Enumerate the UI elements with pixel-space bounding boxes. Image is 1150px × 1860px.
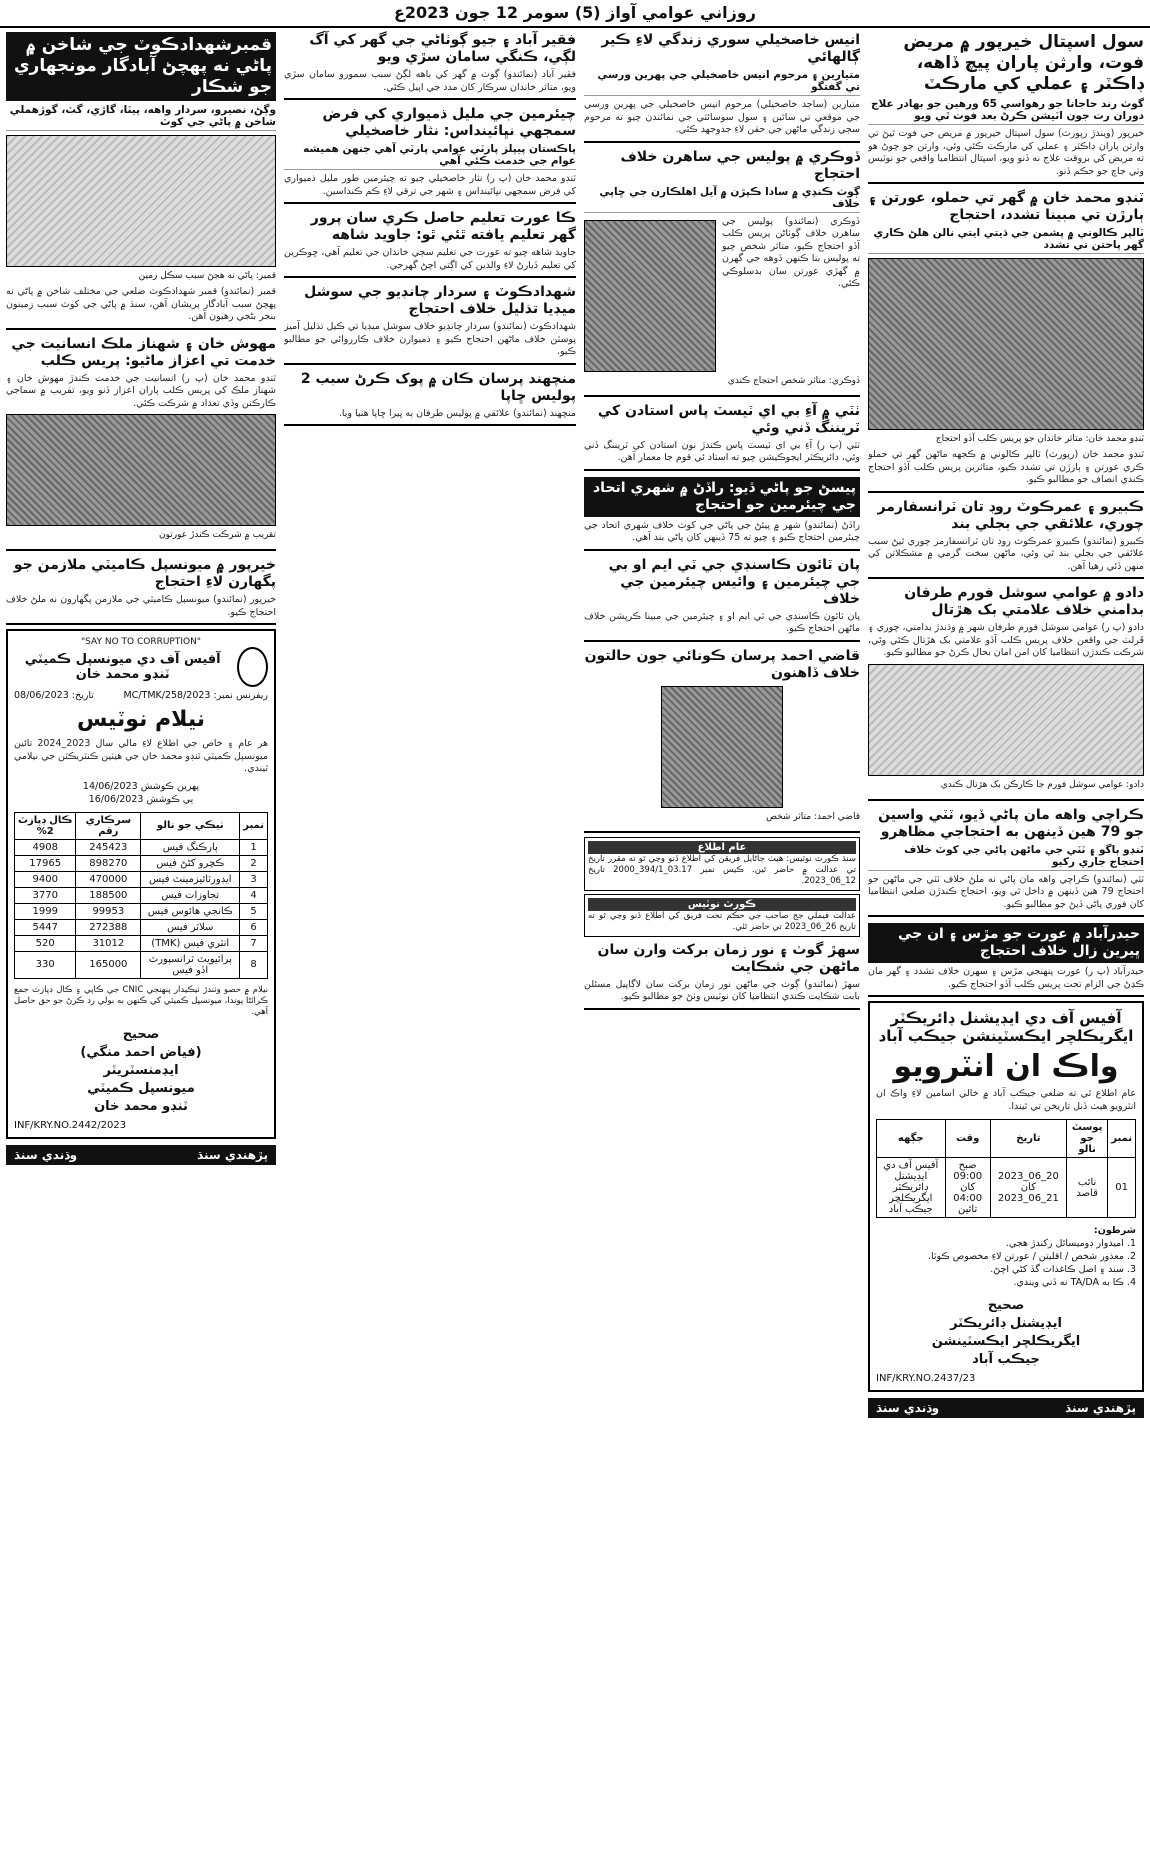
article-khairpur-employees: [6, 555, 276, 625]
table-row: [15, 855, 268, 871]
article-khairpur-hospital: [868, 30, 1144, 184]
table-cell: 8: [240, 951, 268, 978]
condition-item: 3. سند ۽ اصل ڪاغذات گڏ کڻي اچڻ.: [990, 1264, 1136, 1275]
table-cell: 20_06_2023 کان 21_06_2023: [990, 1158, 1066, 1218]
condition-item: 4. ڪا به TA/DA نه ڏني ويندي.: [1013, 1277, 1136, 1288]
table-row: [877, 1158, 1136, 1218]
article-qazi-ahmed: [584, 646, 860, 833]
table-cell: تجاوزات فيس: [141, 887, 240, 903]
article-body: ڪبيرو (نمائندو) ڪبيرو عمرڪوٽ روڊ تان ٽرانسفارمر چوري ٿيڻ سبب علائقي جي بجلي بند ٿي وئي، ماڻهن سخت گرمي ۾ مشڪلاتن کي منهن ڏئي رهيا آهن.: [868, 535, 1144, 572]
article-qambar-water: [6, 30, 276, 330]
condition-item: 1. اميدوار ڊوميسائل رکندڙ هجي.: [1005, 1238, 1136, 1249]
table-row: [15, 871, 268, 887]
notice-header: [14, 647, 268, 687]
table-row: [15, 887, 268, 903]
article-dadu-hunger-strike: [868, 583, 1144, 801]
notice-body: عام اطلاع ٿي ته ضلعي جيڪب آباد ۾ خالي اسامين لاءِ واڪ ان انٽرويو هيٺ ڏنل تاريخن تي ٿيندا.: [876, 1088, 1136, 1112]
table-row: [15, 951, 268, 978]
table-header: تاريخ: [990, 1120, 1066, 1158]
table-header: ٺيڪي جو نالو: [141, 812, 240, 839]
auction-dates: [14, 780, 268, 806]
table-cell: 3: [240, 871, 268, 887]
photo-caption: تقريب ۾ شرڪت ڪندڙ عورتون: [159, 530, 276, 540]
footer-slogan-bar: [6, 1145, 276, 1165]
table-cell: 5: [240, 903, 268, 919]
footer-left-text: وڌندي سنڌ: [876, 1401, 940, 1415]
article-body: دادو (پ ر) عوامي سوشل فورم طرفان شهر ۾ وڌندڙ بدامني، چوري ۽ ڦرلٽ جي واقعن خلاف پريس ڪلب آڏو علامتي بک هڙتال ڪئي وئي، شرڪت ڪندڙن انتظاميا کان امن امان بحال ڪرڻ جو مطالبو ڪيو.: [868, 622, 1144, 658]
article-body: حيدرآباد (پ ر) عورت پنهنجي مڙس ۽ سهرن خلاف تشدد ۽ گهر مان ڪڍڻ جي الزام تحت پريس ڪلب آڏو احتجاج ڪيو.: [868, 966, 1144, 990]
article-shahdadkot-protest: [284, 282, 576, 365]
column-3: [284, 30, 576, 1854]
table-header: نمبر: [1108, 1120, 1136, 1158]
table-cell: پرائيويٽ ٽرانسپورٽ اڏو فيس: [141, 951, 240, 978]
table-cell: 1: [240, 839, 268, 855]
column-1: [868, 30, 1144, 1854]
notice-office: آفيس آف دي ميونسپل ڪميٽي ٽنڊو محمد خان: [24, 652, 221, 682]
table-cell: 898270: [76, 855, 141, 871]
headline: فقير آباد ۽ جيو ڳوٺاڻي جي گهر کي آگ لڳي، ڪنگي سامان سڙي ويو: [309, 32, 576, 65]
table-header: پوسٽ جو نالو: [1066, 1120, 1107, 1158]
auction-table: [14, 812, 268, 979]
article-radhan-water: [584, 475, 860, 551]
table-cell: نائب قاصد: [1066, 1158, 1107, 1218]
table-cell: ڪچرو کڻڻ فيس: [141, 855, 240, 871]
subheadline: گوٺ رند حاجانا جو رهواسي 65 ورهين جو بهادر علاج دوران رت جون اٽيشن ڪرڻ بعد فوت ٿي ويو: [868, 98, 1144, 125]
article-body: ٽٽي (نمائندو) ڪراچي واهه مان پاڻي نه ملڻ خلاف ٽٽي جي ماڻهن جو احتجاج 79 هين ڏينهن ۾ داخل ٿي ويو، احتجاج ڪندڙن ضلعي انتظاميا کان فوري پاڻي ڏيڻ جو مطالبو ڪيو.: [868, 873, 1144, 910]
article-hyderabad-woman: [868, 921, 1144, 997]
table-cell: 99953: [76, 903, 141, 919]
article-manchhar: [284, 369, 576, 427]
headline: ٽنڊو محمد خان ۾ گهر تي حملو، عورتن ۽ ٻارڙن تي مبينا تشدد، احتجاج: [868, 190, 1144, 223]
public-notice-box: [584, 837, 860, 891]
headline: شهدادڪوٽ ۽ سردار چانڊيو جي سوشل ميڊيا تذليل خلاف احتجاج: [304, 284, 576, 317]
table-cell: 31012: [76, 935, 141, 951]
hunger-strike-photo: [868, 664, 1144, 776]
subheadline: ٽنڊو ٻاگو ۽ ٽٽي جي ماڻهن پاڻي جي کوٽ خلاف احتجاج جاري رکيو: [868, 844, 1144, 871]
table-cell: انٽري فيس (TMK): [141, 935, 240, 951]
table-row: [15, 903, 268, 919]
table-cell: صبح 09:00 کان 04:00 تائين: [945, 1158, 990, 1218]
article-body: ٽنڊو محمد خان (پ ر) انسانيت جي خدمت ڪندڙ مهوش خان ۽ شهناز ملڪ کي پريس ڪلب پاران اعزاز ڏنو ويو، تقريب ۾ سماجي ڪارڪنن وڏي تعداد ۾ شرڪت ڪئي.: [6, 372, 276, 409]
table-cell: 2: [240, 855, 268, 871]
headline: ٺٽي ۾ آءِ بي اي ٽيسٽ پاس استادن کي ٽريننگ ڏني وئي: [597, 402, 860, 436]
table-cell: ڪانجي هائوس فيس: [141, 903, 240, 919]
footer-slogan-bar: [868, 1398, 1144, 1418]
article-body: خيرپور (ويندڙ رپورٽ) سول اسپتال خيرپور ۾ مريض جي فوت ٿيڻ تي وارثن پاران ڊاڪٽر ۽ عملي کي مارڪٽ ڪئي وئي، وارثن جو چوڻ هو ته مريض کي بروقت علاج نه ڏنو ويو، اسپتال انتظاميا واقعي جو نوٽيس وٺي جاچ جو حڪم ڏنو.: [868, 128, 1144, 177]
notice-title: واڪ ان انٽرويو: [893, 1049, 1119, 1084]
table-row: [15, 919, 268, 935]
footer-right-text: پڙهندي سنڌ: [1065, 1401, 1136, 1415]
table-header: نمبر: [240, 812, 268, 839]
subheadline: متيارين ۽ مرحوم انيس خاصخيلي جي پهرين ورسي تي گفتگو: [584, 69, 860, 96]
article-body: شهدادڪوٽ (نمائندو) سردار چانڊيو خلاف سوشل ميڊيا تي ڪيل تذليل آميز پوسٽن خلاف ماڻهن احتجاج ڪيو ۽ ذميوارن خلاف ڪارروائي جو مطالبو ڪيو.: [284, 321, 576, 357]
article-body: پان ٽائون ڪاسنڊي جي ٽي ايم او ۽ چيئرمين جي مبينا ڪرپشن خلاف ماڻهن احتجاج ڪيو.: [584, 610, 860, 634]
article-body: خيرپور (نمائندو) ميونسپل ڪاميٽي جي ملازمن پگهارون نه ملڻ خلاف احتجاج ڪيو.: [6, 594, 276, 618]
table-cell: 4: [240, 887, 268, 903]
column-4: [6, 30, 276, 1854]
table-header: ڪال ڊپازٽ 2%: [15, 812, 76, 839]
footer-right-text: پڙهندي سنڌ: [197, 1147, 268, 1162]
table-cell: 17965: [15, 855, 76, 871]
table-cell: 4908: [15, 839, 76, 855]
table-cell: 3770: [15, 887, 76, 903]
article-body: متيارين (ساجد خاصخيلي) مرحوم انيس خاصخيلي جي پهرين ورسي جي موقعي تي ساٿين ۽ سول سوسائٽي جي نمائندن چيو ته مرحوم سڄي زندگي ماڻهن جي حقن لاءِ جدوجهد ڪئي.: [584, 99, 860, 135]
article-faqirabad-fire: [284, 30, 576, 100]
headline: دادو ۾ عوامي سوشل فورم طرفان بدامني خلاف علامتي بک هڙتال: [904, 585, 1144, 618]
headline: ڪراچي واهه مان پاڻي ڏيو، ٽٽي واسين جو 79 هين ڏينهن به احتجاجي مظاهرو: [878, 806, 1144, 840]
table-cell: پارڪنگ فيس: [141, 839, 240, 855]
anti-corruption-slogan: "SAY NO TO CORRUPTION": [81, 637, 201, 647]
headline: سول اسپتال خيرپور ۾ مريض فوت، وارثن پاران پيچ ڏاهه، ڊاڪٽر ۽ عملي کي مارڪٽ: [903, 32, 1144, 94]
court-notice-box: [584, 894, 860, 937]
municipal-emblem-icon: [237, 647, 268, 687]
interview-table: [876, 1119, 1136, 1218]
notice-title: عام اطلاع: [588, 841, 856, 854]
article-transformer-theft: [868, 497, 1144, 580]
table-cell: 165000: [76, 951, 141, 978]
table-cell: سلاٽر فيس: [141, 919, 240, 935]
notice-title: ڪورٽ نوٽيس: [588, 898, 856, 911]
table-cell: 330: [15, 951, 76, 978]
table-cell: 188500: [76, 887, 141, 903]
table-header: جڳهه: [877, 1120, 946, 1158]
headline: سهڙ گوٺ ۽ نور زمان بركت وارن سان ماڻهن جي شڪايت: [597, 941, 860, 975]
conditions-list: [876, 1224, 1136, 1289]
auction-date: ٻي ڪوشش 16/06/2023: [88, 793, 194, 805]
table-header: وقت: [945, 1120, 990, 1158]
notice-title: نيلام نوٽيس: [76, 707, 206, 732]
reference-number: ريفرنس نمبر: MC/TMK/258/2023: [123, 690, 268, 701]
tender-terms: نيلام ۾ حصو وٺندڙ ٺيڪيدار پنهنجي CNIC جي ڪاپي ۽ ڪال ڊپازٽ جمع ڪرائڻا پوندا، ميونسپل ڪميٽي کي ڪنهن به بولي رد ڪرڻ جو حق حاصل آهي.: [14, 984, 268, 1017]
table-cell: 520: [15, 935, 76, 951]
notice-body: عدالت فيملي جج صاحب جي حڪم تحت فريق کي اطلاع ڏنو وڃي ٿو ته تاريخ 26_06_2023 تي حاضر ٿئي.: [588, 910, 856, 932]
table-cell: 5447: [15, 919, 76, 935]
article-body: منچهند (نمائندو) علائقي ۾ پوليس طرفان ٻه ڀيرا ڇاپا هنيا ويا.: [338, 407, 576, 419]
table-header: سرڪاري رقم: [76, 812, 141, 839]
auction-table-body: [15, 839, 268, 978]
table-cell: آفيس آف دي ايڊيشنل ڊائريڪٽر ايگريڪلچر جيڪب آباد: [877, 1158, 946, 1218]
photo-caption: قمبر: پاڻي نه هجڻ سبب سڪل زمين: [138, 271, 276, 281]
table-cell: 7: [240, 935, 268, 951]
headline: خيرپور ۾ ميونسپل ڪاميٽي ملازمن جو پگهارن لاءِ احتجاج: [13, 557, 276, 590]
photo-caption: ڏوڪري: متاثر شخص احتجاج ڪندي: [727, 375, 860, 386]
inf-reference: INF/KRY.NO.2442/2023: [14, 1119, 127, 1131]
photo-caption: دادو: عوامي سوشل فورم جا ڪارڪن بک هڙتال ڪندي: [940, 779, 1144, 790]
subheadline: وڳڻ، نصيرو، سردار واهه، پيٽا، گاڙي، گٽ، گوڙهملي شاخن ۾ پاڻي جي کوٽ: [6, 104, 276, 131]
signature-block: صحيح ايڊيشنل ڊائريڪٽر ايگريڪلچر ايڪسٽينشن جيڪب آباد: [931, 1298, 1081, 1367]
article-mahwish-khan: [6, 334, 276, 552]
article-body: فقير آباد (نمائندو) ڳوٺ ۾ گهر کي باهه لڳڻ سبب سمورو سامان سڙي ويو، متاثر خاندان سرڪار کان مدد جي اپيل ڪئي.: [284, 69, 576, 93]
dry-land-photo: [6, 135, 276, 267]
article-sahar-goth: [584, 940, 860, 1010]
article-women-education: [284, 208, 576, 278]
article-anees-khaskheli: [584, 30, 860, 143]
headline: منچهند پرسان ڪان ۾ پوک ڪرڻ سبب 2 پوليس ڇاپا: [300, 370, 576, 404]
auction-date: پهرين ڪوشش 14/06/2023: [82, 780, 200, 792]
subheadline: پاڪستان پيپلز پارٽي عوامي پارٽي آهي جنهن هميشه عوام جي خدمت ڪئي آهي: [284, 143, 576, 170]
condition-item: شرطون:: [1093, 1225, 1136, 1236]
headline: مهوش خان ۽ شهناز ملڪ انسانيت جي خدمت تي اعزاز ماڻيو: پريس ڪلب: [11, 335, 276, 369]
headline: پان ٽائون ڪاسنڊي جي ٽي ايم او بي جي چيئرمين ۽ وائيس چيئرمين جي خلاف: [608, 556, 860, 607]
headline: ڏوڪري ۾ پوليس جي ساهرن خلاف احتجاج: [620, 148, 860, 182]
ceremony-photo: [6, 414, 276, 526]
table-row: [15, 839, 268, 855]
table-row: [15, 935, 268, 951]
table-cell: 9400: [15, 871, 76, 887]
person-photo: [584, 220, 716, 372]
headline: قاضي احمد پرسان ڪونائي جون حالتون خلاف ڏاهنون: [584, 647, 860, 681]
table-cell: 1999: [15, 903, 76, 919]
table-cell: 470000: [76, 871, 141, 887]
headline: پيسڻ جو پاڻي ڏيو: راڏڻ ۾ شهري اتحاد جي چيئرمين جو احتجاج: [584, 477, 860, 517]
walk-in-interview-notice: [868, 1001, 1144, 1392]
photo-caption: قاضي احمد: متاثر شخص: [766, 811, 860, 822]
headline: ڪا عورت تعليم حاصل ڪري سان پرور گهر تعليم يافته ٿئي ٿو: جاويد شاهه: [310, 210, 576, 243]
subheadline: ٽالپر ڪالوني ۾ پشمن جي ڌيتي ايتي نالن هلڻ ڪاري گهر پاحتن تي تشدد: [868, 227, 1144, 254]
article-body: ڏوڪري (نمائندو) پوليس جي ساهرن خلاف ڳوٺاڻن پريس ڪلب آڏو احتجاج ڪيو، متاثر شخص چيو ته پوليس بنا ڪنهن ڏوهه جي گهرن ۾ گهڙي عورتن سان بدسلوڪي ڪئي.: [722, 215, 860, 289]
headline: انيس خاصخيلي سوري زندگي لاءِ ڪير ڳالهائي: [601, 32, 860, 65]
article-body: سهڙ (نمائندو) ڳوٺ جي ماڻهن نور زمان بركت سان لاڳاپيل مسئلن بابت شڪايت ڪندي انتظاميا کان نوٽيس وٺڻ جو مطالبو ڪيو.: [584, 978, 860, 1002]
article-dokri-police: [584, 147, 860, 397]
footer-left-text: وڌندي سنڌ: [14, 1147, 78, 1162]
signature-block: صحيح (فياض احمد منگي) ايڊمنسٽريٽر ميونسپل ڪميٽي ٽنڊو محمد خان: [80, 1026, 202, 1114]
person-photo: [661, 686, 783, 808]
headline: حيدرآباد ۾ عورت جو مڙس ۽ ان جي ڀيرين زال خلاف احتجاج: [868, 923, 1144, 963]
table-cell: ايڊورٽائيزمينٽ فيس: [141, 871, 240, 887]
article-tmk-attack: [868, 188, 1144, 493]
notice-meta: [14, 690, 268, 701]
condition-item: 2. معذور شخص / اقليتن / عورتن لاءِ مخصوص ڪوٽا.: [928, 1251, 1136, 1262]
article-body: ٽنڊو محمد خان (رپورٽ) ٽالپر ڪالوني ۾ ڪجهه ماڻهن گهر تي حملو ڪري عورتن ۽ ٻارڙن تي تشدد ڪيو، متاثرين پريس ڪلب آڏو احتجاج ڪندي انصاف جو مطالبو ڪيو.: [868, 449, 1144, 485]
subheadline: ڳوٺ ڪنڍي ۾ سادا ڪپڙن ۾ آيل اهلڪارن جي ڇاپي خلاف: [584, 186, 860, 213]
article-body: قمبر (نمائندو) قمبر شهدادڪوٽ ضلعي جي مختلف شاخن ۾ پاڻي نه پهچڻ سبب آبادگار پريشان آهن، سنڌ ۾ پاڻي جي کوٽ سبب زمينون بنجر بڻجي رهيون آهن.: [6, 286, 276, 322]
article-nisar-khaskheli: [284, 104, 576, 204]
notice-office: آفيس آف دي ايڊيشنل ڊائريڪٽر ايگريڪلچر ايڪسٽينشن جيڪب آباد: [878, 1009, 1134, 1045]
notice-body: هر عام ۽ خاص جي اطلاع لاءِ مالي سال 2023_2024 تائين ميونسپل ڪميٽي ٽنڊو محمد خان جي هيٺين ڪنٽريڪٽن جي نيلامي ٿيندي.: [14, 738, 268, 774]
column-2: [584, 30, 860, 1854]
headline: قمبرشهدادڪوٽ جي شاخن ۾ پاڻي نه پهچڻ آبادگار مونجهاري جو شڪار: [6, 32, 276, 101]
article-body: ٽنڊو محمد خان (پ ر) نثار خاصخيلي چيو ته چيئرمين طور مليل ذميواري کي فرض سمجهي نڀائينداس ۽ شهر جي ترقي لاءِ ڪم ڪنداسين.: [284, 173, 576, 197]
article-tmo-protest: [584, 555, 860, 642]
article-thatta-training: [584, 401, 860, 471]
table-cell: 272388: [76, 919, 141, 935]
notice-date: تاريخ: 08/06/2023: [14, 690, 94, 701]
table-cell: 245423: [76, 839, 141, 855]
article-body: راڏڻ (نمائندو) شهر ۾ پيئڻ جي پاڻي جي کوٽ خلاف شهري اتحاد جي چيئرمين احتجاج ڪيو ۽ چيو ته 75 ڏينهن کان پاڻي بند آهي.: [584, 519, 860, 543]
auction-notice: [6, 629, 276, 1139]
headline: چيئرمين جي مليل ذميواري کي فرض سمجهي نڀائينداس: نثار خاصخيلي: [322, 106, 576, 139]
article-thatta-water: [868, 805, 1144, 918]
article-body: جاويد شاهه چيو ته عورت جي تعليم سڄي خاندان جي تعليم آهي، ڇوڪرين کي تعليم ڏيارڻ لاءِ والدين کي اڳتي اچڻ گهرجي.: [284, 247, 576, 271]
inf-reference: INF/KRY.NO.2437/23: [876, 1373, 976, 1384]
headline: ڪبيرو ۽ عمرڪوٽ روڊ تان ٽرانسفارمر چوري، علائقي جي بجلي بند: [877, 498, 1144, 532]
table-cell: 01: [1108, 1158, 1136, 1218]
photo-caption: ٽنڊو محمد خان: متاثر خاندان جو پريس ڪلب آڏو احتجاج: [935, 434, 1144, 444]
protest-photo: [868, 258, 1144, 430]
notice-body: سنڌ ڪورٽ نوٽيس: هيٺ ڄاڻايل فريقن کي اطلاع ڏنو وڃي ٿو ته مقرر تاريخ تي عدالت ۾ حاضر ٿين. ڪيس نمبر 03.17_394/1_2000 تاريخ 12_06_2023.: [588, 853, 856, 886]
table-cell: 6: [240, 919, 268, 935]
article-body: ٺٽي (پ ر) آءِ بي اي ٽيسٽ پاس ڪندڙ نون استادن کي ٽريننگ ڏني وئي، ڊائريڪٽر ايجوڪيشن چيو ته استاد ئي قوم جا معمار آهن.: [584, 439, 860, 463]
newspaper-masthead: روزاني عوامي آواز (5) سومر 12 جون 2023ع: [0, 0, 1150, 28]
